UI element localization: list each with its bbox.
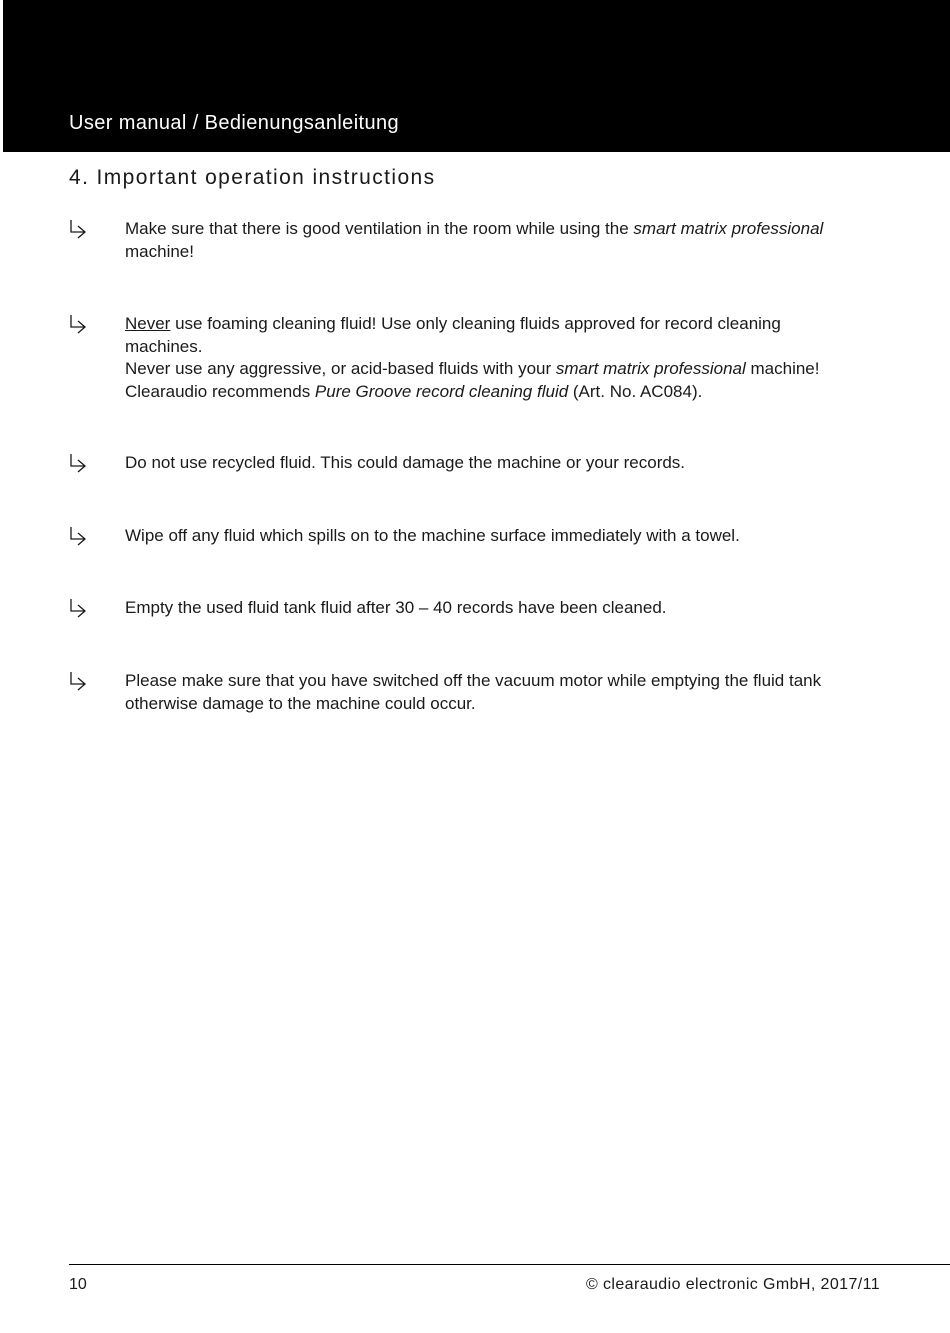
instruction-item — [68, 597, 898, 620]
instruction-text: Make sure that there is good ventilation in the room while using the smart matrix professional machine! — [125, 219, 824, 261]
instruction-text: Never use foaming cleaning fluid! Use only cleaning fluids approved for record cleaning machines. Never use any aggressive, or acid-based fluids with your smart matrix professional machine! Clearaudio recommends Pure Groove record cleaning fluid (Art. No. AC084). — [125, 314, 820, 401]
instruction-item — [68, 670, 898, 715]
instruction-text: Empty the used fluid tank fluid after 30 – 40 records have been cleaned. — [125, 598, 667, 617]
instruction-text: Wipe off any fluid which spills on to the machine surface immediately with a towel. — [125, 526, 740, 545]
instruction-item — [68, 218, 898, 263]
header-title: User manual / Bedienungsanleitung — [69, 112, 400, 134]
arrow-bullet-icon — [68, 453, 90, 473]
arrow-bullet-icon — [68, 598, 90, 618]
arrow-bullet-icon — [68, 219, 90, 239]
footer-divider — [69, 1264, 950, 1265]
arrow-bullet-icon — [68, 526, 90, 546]
section-title: 4. Important operation instructions — [69, 166, 436, 189]
instruction-text: Please make sure that you have switched off the vacuum motor while emptying the fluid tank otherwise damage to the machine could occur. — [125, 671, 822, 713]
instruction-item — [68, 313, 898, 403]
copyright-notice: © clearaudio electronic GmbH, 2017/11 — [586, 1276, 880, 1293]
arrow-bullet-icon — [68, 671, 90, 691]
instruction-text: Do not use recycled fluid. This could damage the machine or your records. — [125, 453, 686, 472]
instruction-item — [68, 452, 898, 475]
arrow-bullet-icon — [68, 314, 90, 334]
instruction-item — [68, 525, 898, 548]
page-number: 10 — [69, 1276, 87, 1293]
